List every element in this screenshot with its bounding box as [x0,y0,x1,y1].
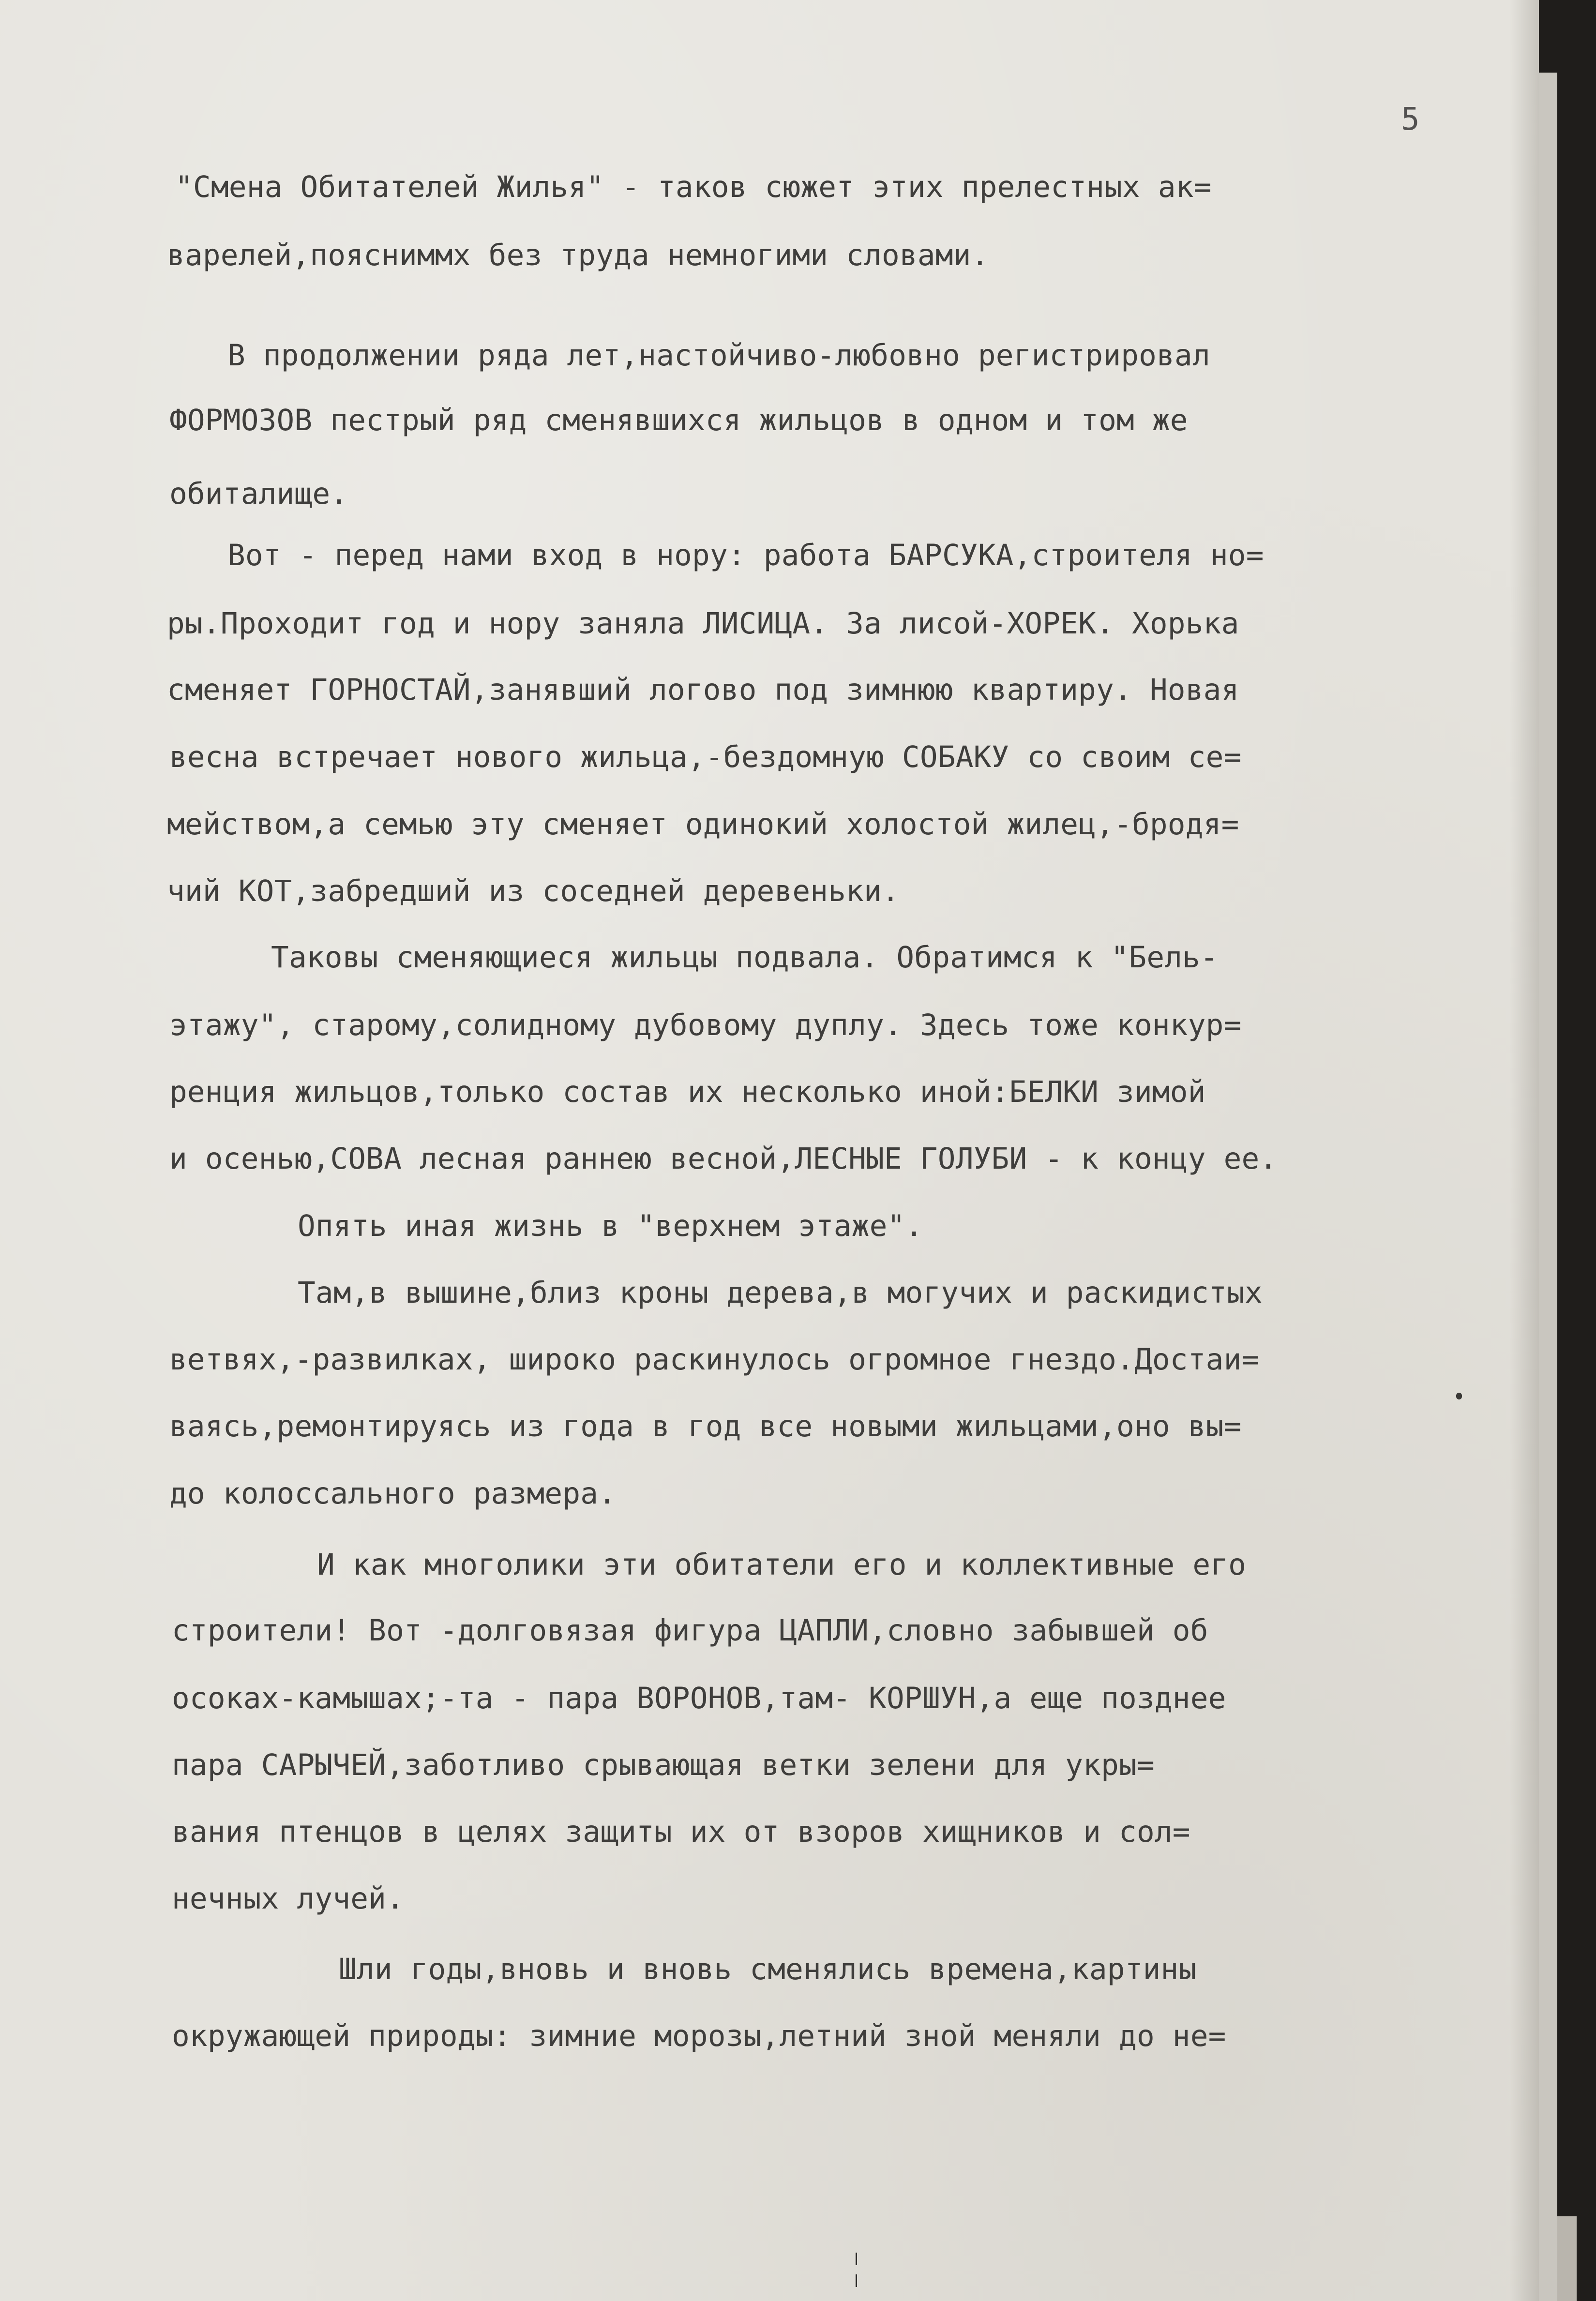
text-line: В продолжении ряда лет,настойчиво-любовно регистрировал [227,338,1210,373]
text-line: до колоссального размера. [169,1476,617,1511]
page-number: 5 [1401,102,1420,137]
text-line: ваясь,ремонтируясь из года в год все новыми жильцами,оно вы= [169,1409,1242,1444]
text-line: Опять иная жизнь в "верхнем этаже". [298,1209,923,1243]
text-line: ры.Проходит год и нору заняла ЛИСИЦА. За лисой-ХОРЕК. Хорька [167,606,1239,641]
page-fold-shadow [1510,0,1539,2301]
text-line: ренция жильцов,только состав их несколько иной:БЕЛКИ зимой [169,1075,1206,1109]
text-line: строители! Вот -долговязая фигура ЦАПЛИ,словно забывшей об [172,1613,1208,1648]
text-line: обиталище. [169,477,348,511]
text-line: Шли годы,вновь и вновь сменялись времена,картины [339,1952,1197,1986]
text-line: осоках-камышах;-та - пара ВОРОНОВ,там- КОРШУН,а еще позднее [172,1681,1226,1715]
text-line: весна встречает нового жильца,-бездомную СОБАКУ со своим се= [169,740,1242,774]
underlying-sheet-edge [1557,2216,1577,2301]
text-line: и осенью,СОВА лесная раннею весной,ЛЕСНЫЕ ГОЛУБИ - к концу ее. [169,1142,1278,1176]
text-line: вания птенцов в целях защиты их от взоров хищников и сол= [172,1815,1190,1849]
text-line: пара САРЫЧЕЙ,заботливо срывающая ветки зелени для укры= [172,1748,1155,1782]
text-line: Вот - перед нами вход в нору: работа БАРСУКА,строителя но= [227,538,1264,572]
center-tick-mark [856,2274,857,2287]
text-line: ФОРМОЗОВ пестрый ряд сменявшихся жильцов в одном и том же [169,403,1188,437]
text-line: чий КОТ,забредший из соседней деревеньки. [167,874,900,908]
text-line: варелей,поясниммх без труда немногими словами. [167,238,989,272]
text-line: И как многолики эти обитатели его и коллективные его [317,1548,1247,1582]
text-line: окружающей природы: зимние морозы,летний зной меняли до не= [172,2019,1226,2053]
text-line: нечных лучей. [172,1881,405,1916]
text-line: Таковы сменяющиеся жильцы подвала. Обратимся к "Бель- [271,940,1219,975]
center-tick-mark [856,2253,857,2265]
underlying-sheet-edge [1539,73,1557,2301]
text-line: Там,в вышине,близ кроны дерева,в могучих и раскидистых [298,1276,1263,1310]
text-line: этажу", старому,солидному дубовому дуплу. Здесь тоже конкур= [169,1008,1242,1042]
text-line: мейством,а семью эту сменяет одинокий холостой жилец,-бродя= [167,807,1239,842]
text-line: сменяет ГОРНОСТАЙ,занявший логово под зимнюю квартиру. Новая [167,673,1239,707]
ink-dot-mark [1456,1393,1462,1399]
text-line: "Смена Обитателей Жилья" - таков сюжет этих прелестных ак= [175,170,1212,204]
text-line: ветвях,-развилках, широко раскинулось огромное гнездо.Достаи= [169,1342,1260,1377]
